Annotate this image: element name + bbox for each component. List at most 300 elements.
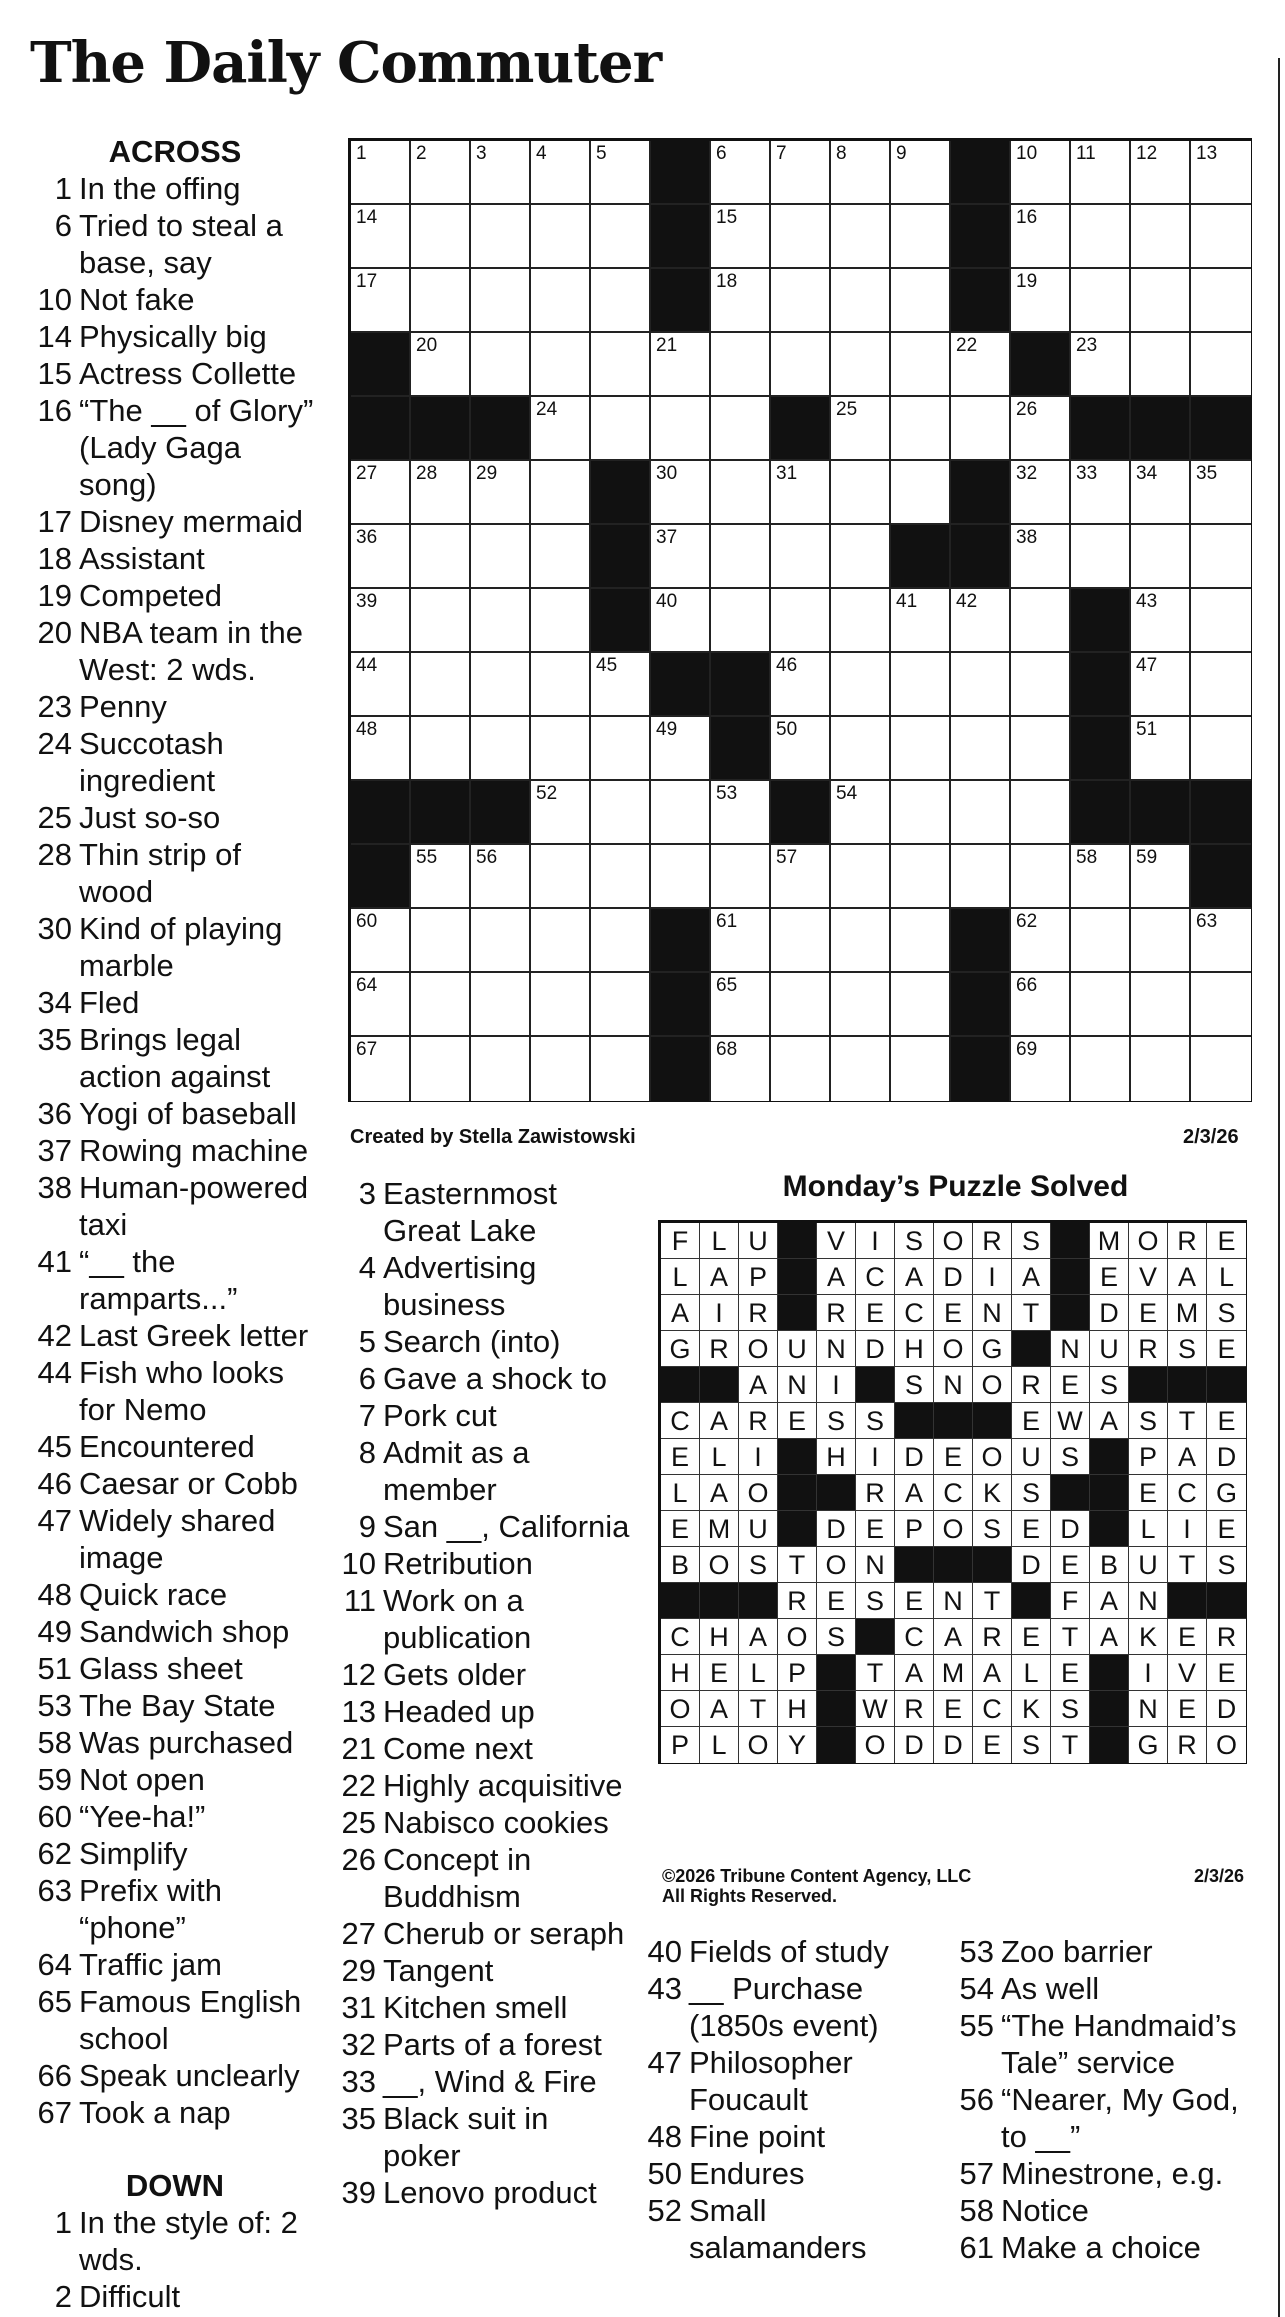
grid-cell[interactable] (831, 333, 891, 397)
grid-cell[interactable] (1011, 973, 1071, 1037)
clue-number: 10 (37, 282, 72, 317)
clue-item[interactable] (30, 1613, 320, 1650)
clue-number: 17 (37, 504, 72, 539)
clue-item[interactable] (30, 1687, 320, 1724)
grid-cell[interactable] (831, 269, 891, 333)
solution-letter: A (700, 1475, 739, 1511)
grid-cell[interactable] (1131, 717, 1191, 781)
clue-item[interactable] (640, 2118, 940, 2155)
clue-item[interactable] (30, 2094, 320, 2131)
grid-cell[interactable] (591, 269, 651, 333)
grid-cell[interactable] (411, 525, 471, 589)
grid-cell[interactable] (1131, 205, 1191, 269)
grid-cell[interactable] (831, 525, 891, 589)
grid-cell[interactable] (1191, 653, 1251, 717)
clue-item[interactable] (30, 1095, 320, 1132)
grid-cell[interactable] (711, 973, 771, 1037)
clue-number: 18 (37, 541, 72, 576)
clue-item[interactable] (30, 392, 320, 503)
grid-cell[interactable] (1191, 205, 1251, 269)
cell-number: 8 (836, 143, 847, 164)
clue-item[interactable] (30, 1946, 320, 1983)
grid-cell[interactable] (771, 909, 831, 973)
clue-item[interactable] (30, 1576, 320, 1613)
solution-letter: A (817, 1259, 856, 1295)
clue-item[interactable] (30, 1465, 320, 1502)
grid-cell[interactable] (891, 781, 951, 845)
grid-cell[interactable] (1011, 653, 1071, 717)
grid-cell[interactable] (651, 717, 711, 781)
clue-item[interactable] (640, 2192, 940, 2266)
clue-item[interactable] (640, 2155, 940, 2192)
grid-cell[interactable] (1011, 1037, 1071, 1101)
grid-cell[interactable] (591, 397, 651, 461)
grid-cell[interactable] (651, 397, 711, 461)
grid-cell[interactable] (1071, 269, 1131, 333)
grid-cell[interactable] (651, 461, 711, 525)
grid-cell[interactable] (891, 973, 951, 1037)
clue-item[interactable] (30, 540, 320, 577)
grid-cell[interactable] (1191, 461, 1251, 525)
grid-cell[interactable] (771, 1037, 831, 1101)
grid-cell[interactable] (1191, 525, 1251, 589)
grid-cell[interactable] (891, 653, 951, 717)
grid-cell[interactable] (711, 269, 771, 333)
solution-letter: L (739, 1655, 778, 1691)
grid-cell[interactable] (531, 973, 591, 1037)
clue-item[interactable] (30, 318, 320, 355)
grid-cell[interactable] (1071, 333, 1131, 397)
grid-cell[interactable] (891, 845, 951, 909)
clue-number: 10 (341, 1546, 376, 1581)
clue-item[interactable] (334, 2100, 634, 2174)
grid-cell[interactable] (591, 717, 651, 781)
grid-cell[interactable] (531, 397, 591, 461)
grid-cell[interactable] (771, 973, 831, 1037)
grid-cell[interactable] (1131, 269, 1191, 333)
grid-cell[interactable] (831, 909, 891, 973)
grid-block (411, 781, 471, 845)
crossword-grid[interactable] (348, 138, 1252, 1102)
clue-item[interactable] (952, 2081, 1272, 2155)
grid-cell[interactable] (591, 909, 651, 973)
grid-cell[interactable] (951, 653, 1011, 717)
grid-cell[interactable] (1131, 653, 1191, 717)
clue-item[interactable] (334, 1582, 634, 1656)
grid-cell[interactable] (1131, 461, 1191, 525)
grid-cell[interactable] (1011, 269, 1071, 333)
grid-cell[interactable] (351, 205, 411, 269)
solution-letter: E (856, 1295, 895, 1331)
clue-text: Cherub or seraph (383, 1916, 625, 1951)
grid-cell[interactable] (891, 909, 951, 973)
grid-cell[interactable] (711, 461, 771, 525)
grid-cell[interactable] (1011, 205, 1071, 269)
clue-item[interactable] (334, 1915, 634, 1952)
grid-cell[interactable] (711, 141, 771, 205)
grid-cell[interactable] (531, 717, 591, 781)
grid-cell[interactable] (951, 845, 1011, 909)
clue-item[interactable] (30, 910, 320, 984)
grid-cell[interactable] (831, 845, 891, 909)
clue-item[interactable] (30, 836, 320, 910)
grid-cell[interactable] (831, 653, 891, 717)
clue-item[interactable] (30, 1761, 320, 1798)
grid-cell[interactable] (831, 397, 891, 461)
grid-cell[interactable] (591, 141, 651, 205)
grid-cell[interactable] (711, 525, 771, 589)
grid-cell[interactable] (351, 589, 411, 653)
solution-letter: O (1129, 1223, 1168, 1259)
grid-cell[interactable] (711, 1037, 771, 1101)
clue-number: 25 (37, 800, 72, 835)
grid-cell[interactable] (411, 589, 471, 653)
grid-cell[interactable] (831, 717, 891, 781)
clue-item[interactable] (30, 1243, 320, 1317)
grid-cell[interactable] (1071, 973, 1131, 1037)
grid-cell[interactable] (771, 653, 831, 717)
grid-cell[interactable] (1071, 525, 1131, 589)
grid-cell[interactable] (771, 525, 831, 589)
clue-item[interactable] (334, 1841, 634, 1915)
grid-cell[interactable] (831, 781, 891, 845)
clue-item[interactable] (952, 2155, 1272, 2192)
grid-cell[interactable] (711, 333, 771, 397)
clue-item[interactable] (334, 1434, 634, 1508)
grid-cell[interactable] (711, 781, 771, 845)
grid-cell[interactable] (1131, 141, 1191, 205)
cell-number: 26 (1016, 399, 1038, 420)
grid-cell[interactable] (1191, 141, 1251, 205)
solution-letter: U (1090, 1331, 1129, 1367)
clue-number: 66 (37, 2058, 72, 2093)
grid-cell[interactable] (1011, 845, 1071, 909)
grid-cell[interactable] (1131, 525, 1191, 589)
grid-cell[interactable] (471, 1037, 531, 1101)
clue-item[interactable] (30, 1354, 320, 1428)
solution-letter: B (1090, 1547, 1129, 1583)
clue-text: Fish who looks for Nemo (79, 1355, 285, 1427)
grid-cell[interactable] (411, 205, 471, 269)
grid-cell[interactable] (531, 205, 591, 269)
grid-cell[interactable] (951, 589, 1011, 653)
clue-item[interactable] (334, 1249, 634, 1323)
grid-cell[interactable] (651, 525, 711, 589)
clue-text: Nabisco cookies (383, 1805, 609, 1840)
solution-letter: L (661, 1259, 700, 1295)
grid-cell[interactable] (891, 461, 951, 525)
grid-cell[interactable] (771, 269, 831, 333)
grid-cell[interactable] (1071, 845, 1131, 909)
clue-item[interactable] (334, 2174, 634, 2211)
grid-cell[interactable] (591, 333, 651, 397)
cell-number: 51 (1136, 719, 1158, 740)
grid-cell[interactable] (1131, 845, 1191, 909)
grid-cell[interactable] (471, 653, 531, 717)
solution-letter: N (934, 1583, 973, 1619)
clue-item[interactable] (30, 1132, 320, 1169)
clue-number: 29 (341, 1953, 376, 1988)
clue-item[interactable] (30, 2278, 320, 2315)
grid-cell[interactable] (531, 525, 591, 589)
grid-cell[interactable] (1071, 461, 1131, 525)
grid-cell[interactable] (651, 781, 711, 845)
clue-number: 36 (37, 1096, 72, 1131)
clue-item[interactable] (30, 688, 320, 725)
grid-cell[interactable] (411, 141, 471, 205)
column-divider (1278, 58, 1280, 2317)
grid-cell[interactable] (1131, 1037, 1191, 1101)
clue-item[interactable] (952, 2229, 1272, 2266)
grid-cell[interactable] (411, 333, 471, 397)
grid-cell[interactable] (471, 269, 531, 333)
grid-cell[interactable] (711, 589, 771, 653)
grid-cell[interactable] (351, 269, 411, 333)
clue-text: Simplify (79, 1836, 188, 1871)
grid-cell[interactable] (771, 845, 831, 909)
clue-item[interactable] (334, 1545, 634, 1582)
grid-cell[interactable] (351, 1037, 411, 1101)
clue-item[interactable] (334, 1656, 634, 1693)
grid-cell[interactable] (1011, 525, 1071, 589)
clue-item[interactable] (30, 2057, 320, 2094)
clue-number: 44 (37, 1355, 72, 1390)
clue-item[interactable] (952, 2007, 1272, 2081)
grid-cell[interactable] (951, 717, 1011, 781)
grid-cell[interactable] (411, 1037, 471, 1101)
clue-item[interactable] (30, 1798, 320, 1835)
grid-cell[interactable] (891, 205, 951, 269)
clue-item[interactable] (952, 2192, 1272, 2229)
clue-item[interactable] (30, 1650, 320, 1687)
grid-cell[interactable] (531, 461, 591, 525)
grid-cell[interactable] (1191, 717, 1251, 781)
grid-cell[interactable] (471, 141, 531, 205)
grid-cell[interactable] (1071, 141, 1131, 205)
grid-cell[interactable] (831, 1037, 891, 1101)
grid-cell[interactable] (711, 845, 771, 909)
clue-item[interactable] (30, 1428, 320, 1465)
grid-cell[interactable] (651, 845, 711, 909)
clue-item[interactable] (952, 1970, 1272, 2007)
clue-item[interactable] (30, 614, 320, 688)
clue-item[interactable] (334, 1323, 634, 1360)
clue-item[interactable] (30, 1835, 320, 1872)
grid-cell[interactable] (471, 973, 531, 1037)
clue-item[interactable] (334, 1989, 634, 2026)
grid-cell[interactable] (1191, 333, 1251, 397)
grid-cell[interactable] (471, 717, 531, 781)
cell-number: 38 (1016, 527, 1038, 548)
grid-cell[interactable] (411, 845, 471, 909)
clue-item[interactable] (30, 1169, 320, 1243)
solution-letter: E (700, 1655, 739, 1691)
grid-cell[interactable] (531, 781, 591, 845)
grid-cell[interactable] (1011, 397, 1071, 461)
grid-cell[interactable] (531, 333, 591, 397)
solution-letter: A (895, 1475, 934, 1511)
grid-cell[interactable] (351, 653, 411, 717)
grid-cell[interactable] (711, 205, 771, 269)
grid-cell[interactable] (411, 909, 471, 973)
grid-cell[interactable] (891, 333, 951, 397)
clue-item[interactable] (30, 281, 320, 318)
grid-cell[interactable] (771, 141, 831, 205)
clue-item[interactable] (30, 984, 320, 1021)
grid-cell[interactable] (771, 205, 831, 269)
clue-text: Yogi of baseball (79, 1096, 297, 1131)
clue-text: Succotash ingredient (79, 726, 224, 798)
grid-cell[interactable] (471, 845, 531, 909)
grid-cell[interactable] (1071, 909, 1131, 973)
grid-cell[interactable] (891, 1037, 951, 1101)
grid-cell[interactable] (771, 461, 831, 525)
grid-cell[interactable] (471, 525, 531, 589)
grid-cell[interactable] (531, 653, 591, 717)
clue-item[interactable] (334, 1952, 634, 1989)
grid-cell[interactable] (471, 333, 531, 397)
grid-cell[interactable] (1131, 589, 1191, 653)
grid-cell[interactable] (651, 333, 711, 397)
grid-cell[interactable] (1191, 973, 1251, 1037)
grid-cell[interactable] (1191, 909, 1251, 973)
grid-cell[interactable] (831, 461, 891, 525)
solution-letter: F (661, 1223, 700, 1259)
grid-cell[interactable] (1011, 717, 1071, 781)
clue-item[interactable] (30, 170, 320, 207)
solution-letter: S (1012, 1475, 1051, 1511)
grid-cell[interactable] (771, 333, 831, 397)
grid-cell[interactable] (711, 397, 771, 461)
grid-cell[interactable] (771, 589, 831, 653)
grid-cell[interactable] (891, 141, 951, 205)
grid-cell[interactable] (1011, 141, 1071, 205)
grid-cell[interactable] (711, 909, 771, 973)
grid-cell[interactable] (471, 909, 531, 973)
clue-item[interactable] (30, 725, 320, 799)
grid-cell[interactable] (831, 973, 891, 1037)
grid-cell[interactable] (351, 525, 411, 589)
grid-cell[interactable] (351, 461, 411, 525)
solution-letter: D (1090, 1295, 1129, 1331)
grid-cell[interactable] (531, 845, 591, 909)
grid-cell[interactable] (951, 781, 1011, 845)
grid-cell[interactable] (591, 781, 651, 845)
grid-cell[interactable] (531, 141, 591, 205)
grid-cell[interactable] (951, 397, 1011, 461)
grid-cell[interactable] (411, 717, 471, 781)
grid-cell[interactable] (591, 845, 651, 909)
clue-item[interactable] (334, 1730, 634, 1767)
grid-cell[interactable] (831, 205, 891, 269)
grid-cell[interactable] (471, 205, 531, 269)
clue-item[interactable] (30, 1502, 320, 1576)
grid-cell[interactable] (891, 589, 951, 653)
solution-block (895, 1547, 934, 1583)
grid-cell[interactable] (351, 909, 411, 973)
clue-item[interactable] (30, 799, 320, 836)
grid-block (351, 781, 411, 845)
clue-item[interactable] (952, 1933, 1272, 1970)
solution-letter: N (1129, 1691, 1168, 1727)
clue-item[interactable] (30, 2204, 320, 2278)
clue-item[interactable] (334, 1397, 634, 1434)
grid-cell[interactable] (891, 397, 951, 461)
grid-cell[interactable] (1071, 1037, 1131, 1101)
grid-cell[interactable] (651, 589, 711, 653)
grid-cell[interactable] (951, 333, 1011, 397)
grid-cell[interactable] (1011, 781, 1071, 845)
clue-item[interactable] (30, 1983, 320, 2057)
clue-item[interactable] (30, 577, 320, 614)
clue-item[interactable] (640, 1970, 940, 2044)
grid-cell[interactable] (351, 717, 411, 781)
grid-cell[interactable] (531, 909, 591, 973)
grid-cell[interactable] (891, 717, 951, 781)
grid-cell[interactable] (1011, 909, 1071, 973)
grid-cell[interactable] (591, 973, 651, 1037)
grid-cell[interactable] (411, 653, 471, 717)
grid-cell[interactable] (471, 589, 531, 653)
grid-cell[interactable] (1131, 909, 1191, 973)
clue-item[interactable] (334, 2063, 634, 2100)
grid-cell[interactable] (351, 141, 411, 205)
grid-cell[interactable] (411, 269, 471, 333)
grid-cell[interactable] (1191, 1037, 1251, 1101)
clue-item[interactable] (30, 503, 320, 540)
grid-cell[interactable] (591, 1037, 651, 1101)
grid-cell[interactable] (591, 205, 651, 269)
clue-item[interactable] (334, 1508, 634, 1545)
grid-cell[interactable] (891, 269, 951, 333)
grid-cell[interactable] (471, 461, 531, 525)
grid-cell[interactable] (411, 973, 471, 1037)
grid-cell[interactable] (1131, 333, 1191, 397)
cell-number: 6 (716, 143, 727, 164)
clue-item[interactable] (334, 1804, 634, 1841)
grid-cell[interactable] (531, 1037, 591, 1101)
grid-cell[interactable] (411, 461, 471, 525)
grid-cell[interactable] (1191, 269, 1251, 333)
grid-cell[interactable] (531, 589, 591, 653)
grid-cell[interactable] (831, 589, 891, 653)
clue-item[interactable] (30, 1872, 320, 1946)
grid-cell[interactable] (1011, 461, 1071, 525)
solution-letter: T (1168, 1403, 1207, 1439)
clue-item[interactable] (334, 1767, 634, 1804)
clue-item[interactable] (334, 2026, 634, 2063)
clue-item[interactable] (30, 1317, 320, 1354)
grid-cell[interactable] (1191, 589, 1251, 653)
grid-cell[interactable] (1131, 973, 1191, 1037)
clue-item[interactable] (30, 207, 320, 281)
grid-cell[interactable] (1071, 205, 1131, 269)
clue-item[interactable] (30, 355, 320, 392)
grid-cell[interactable] (771, 717, 831, 781)
clue-item[interactable] (334, 1175, 634, 1249)
clue-item[interactable] (334, 1360, 634, 1397)
clue-item[interactable] (640, 1933, 940, 1970)
clue-item[interactable] (640, 2044, 940, 2118)
clue-item[interactable] (30, 1724, 320, 1761)
grid-cell[interactable] (1011, 589, 1071, 653)
grid-cell[interactable] (831, 141, 891, 205)
grid-cell[interactable] (351, 973, 411, 1037)
grid-cell[interactable] (531, 269, 591, 333)
clue-item[interactable] (334, 1693, 634, 1730)
clue-item[interactable] (30, 1021, 320, 1095)
grid-cell[interactable] (591, 653, 651, 717)
